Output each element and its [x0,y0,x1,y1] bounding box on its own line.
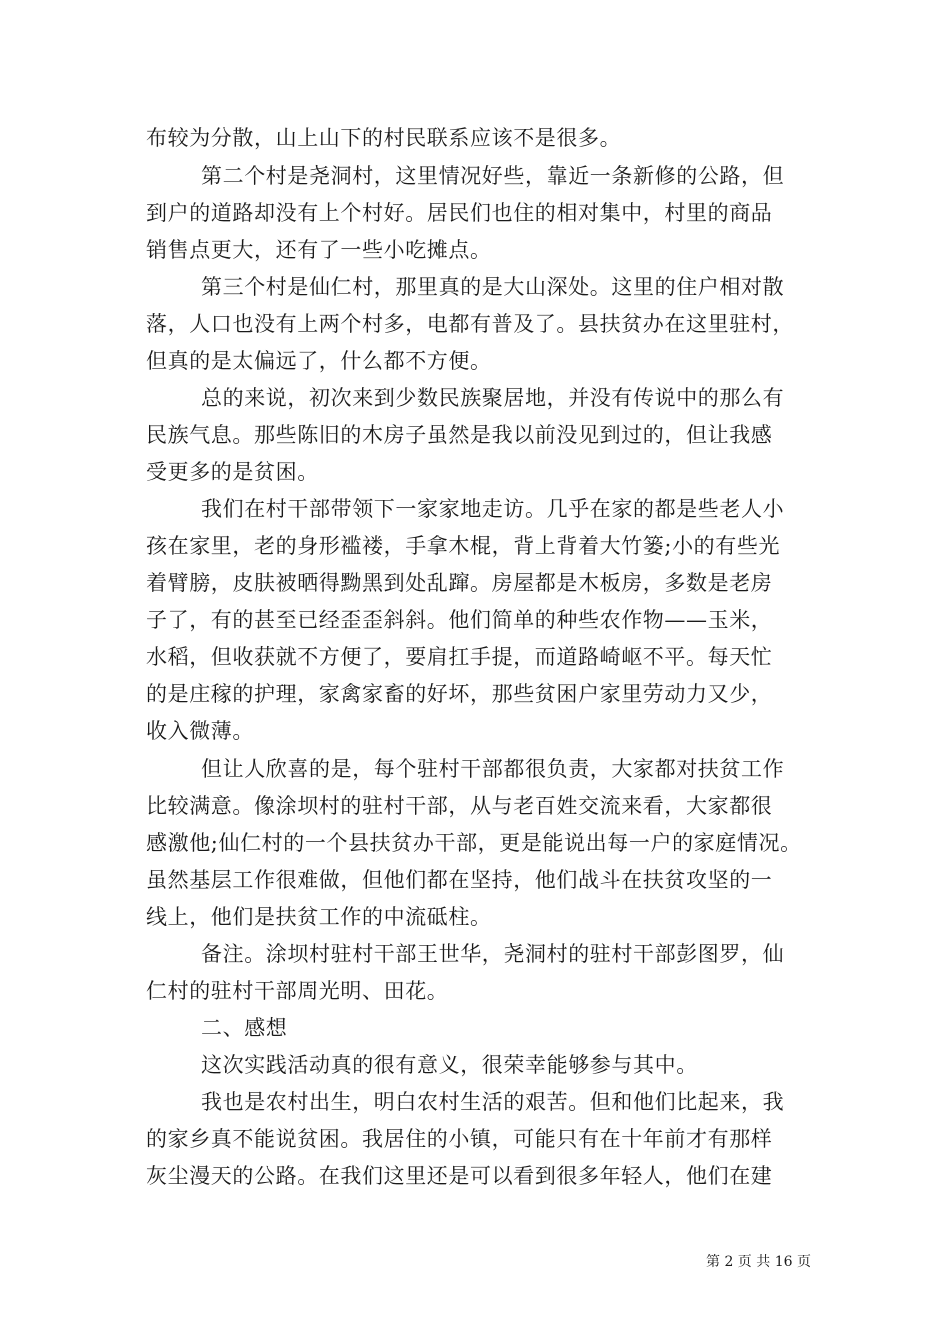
paragraph-start: 总的来说，初次来到少数民族聚居地，并没有传说中的那么有 [201,386,785,410]
text-line: 民族气息。那些陈旧的木房子虽然是我以前没见到过的，但让我感 [146,423,773,447]
text-line: 水稻，但收获就不方便了，要肩扛手提，而道路崎岖不平。每天忙 [146,645,773,669]
text-line: 比较满意。像涂坝村的驻村干部，从与老百姓交流来看，大家都很 [146,794,773,818]
text-line: 线上，他们是扶贫工作的中流砥柱。 [146,905,492,929]
text-line: 虽然基层工作很难做，但他们都在坚持，他们战斗在扶贫攻坚的一 [146,868,773,892]
page-number-footer: 第 2 页 共 16 页 [706,1254,811,1270]
paragraph-start: 第三个村是仙仁村，那里真的是大山深处。这里的住户相对散 [201,275,785,299]
text-line: 但真的是太偏远了，什么都不方便。 [146,349,492,373]
text-line: 灰尘漫天的公路。在我们这里还是可以看到很多年轻人，他们在建 [146,1164,773,1188]
text-line: 着臂膀，皮肤被晒得黝黑到处乱蹿。房屋都是木板房，多数是老房 [146,571,773,595]
text-line: 落，人口也没有上两个村多，电都有普及了。县扶贫办在这里驻村， [146,312,794,336]
paragraph-start: 第二个村是尧洞村，这里情况好些，靠近一条新修的公路，但 [201,164,785,188]
paragraph-start: 备注。涂坝村驻村干部王世华，尧洞村的驻村干部彭图罗，仙 [201,942,785,966]
text-line: 销售点更大，还有了一些小吃摊点。 [146,238,492,262]
paragraph-start: 我们在村干部带领下一家家地走访。几乎在家的都是些老人小 [201,497,785,521]
text-line: 到户的道路却没有上个村好。居民们也住的相对集中，村里的商品 [146,201,773,225]
text-line: 的是庄稼的护理，家禽家畜的好坏，那些贫困户家里劳动力又少， [146,682,773,706]
text-line: 的家乡真不能说贫困。我居住的小镇，可能只有在十年前才有那样 [146,1127,773,1151]
section-heading: 二、感想 [201,1016,288,1040]
text-line: 受更多的是贫困。 [146,460,319,484]
paragraph-start: 我也是农村出生，明白农村生活的艰苦。但和他们比起来，我 [201,1090,785,1114]
paragraph-start: 这次实践活动真的很有意义，很荣幸能够参与其中。 [201,1053,698,1077]
text-line: 感激他;仙仁村的一个县扶贫办干部，更是能说出每一户的家庭情况。 [146,831,802,855]
text-line: 子了，有的甚至已经歪歪斜斜。他们简单的种些农作物——玉米， [146,608,773,632]
text-line: 布较为分散，山上山下的村民联系应该不是很多。 [146,126,622,150]
paragraph-start: 但让人欣喜的是，每个驻村干部都很负责，大家都对扶贫工作 [201,757,785,781]
text-line: 收入微薄。 [146,719,254,743]
text-line: 仁村的驻村干部周光明、田花。 [146,979,449,1003]
text-line: 孩在家里，老的身形褴褛，手拿木棍，背上背着大竹篓;小的有些光 [146,534,781,558]
